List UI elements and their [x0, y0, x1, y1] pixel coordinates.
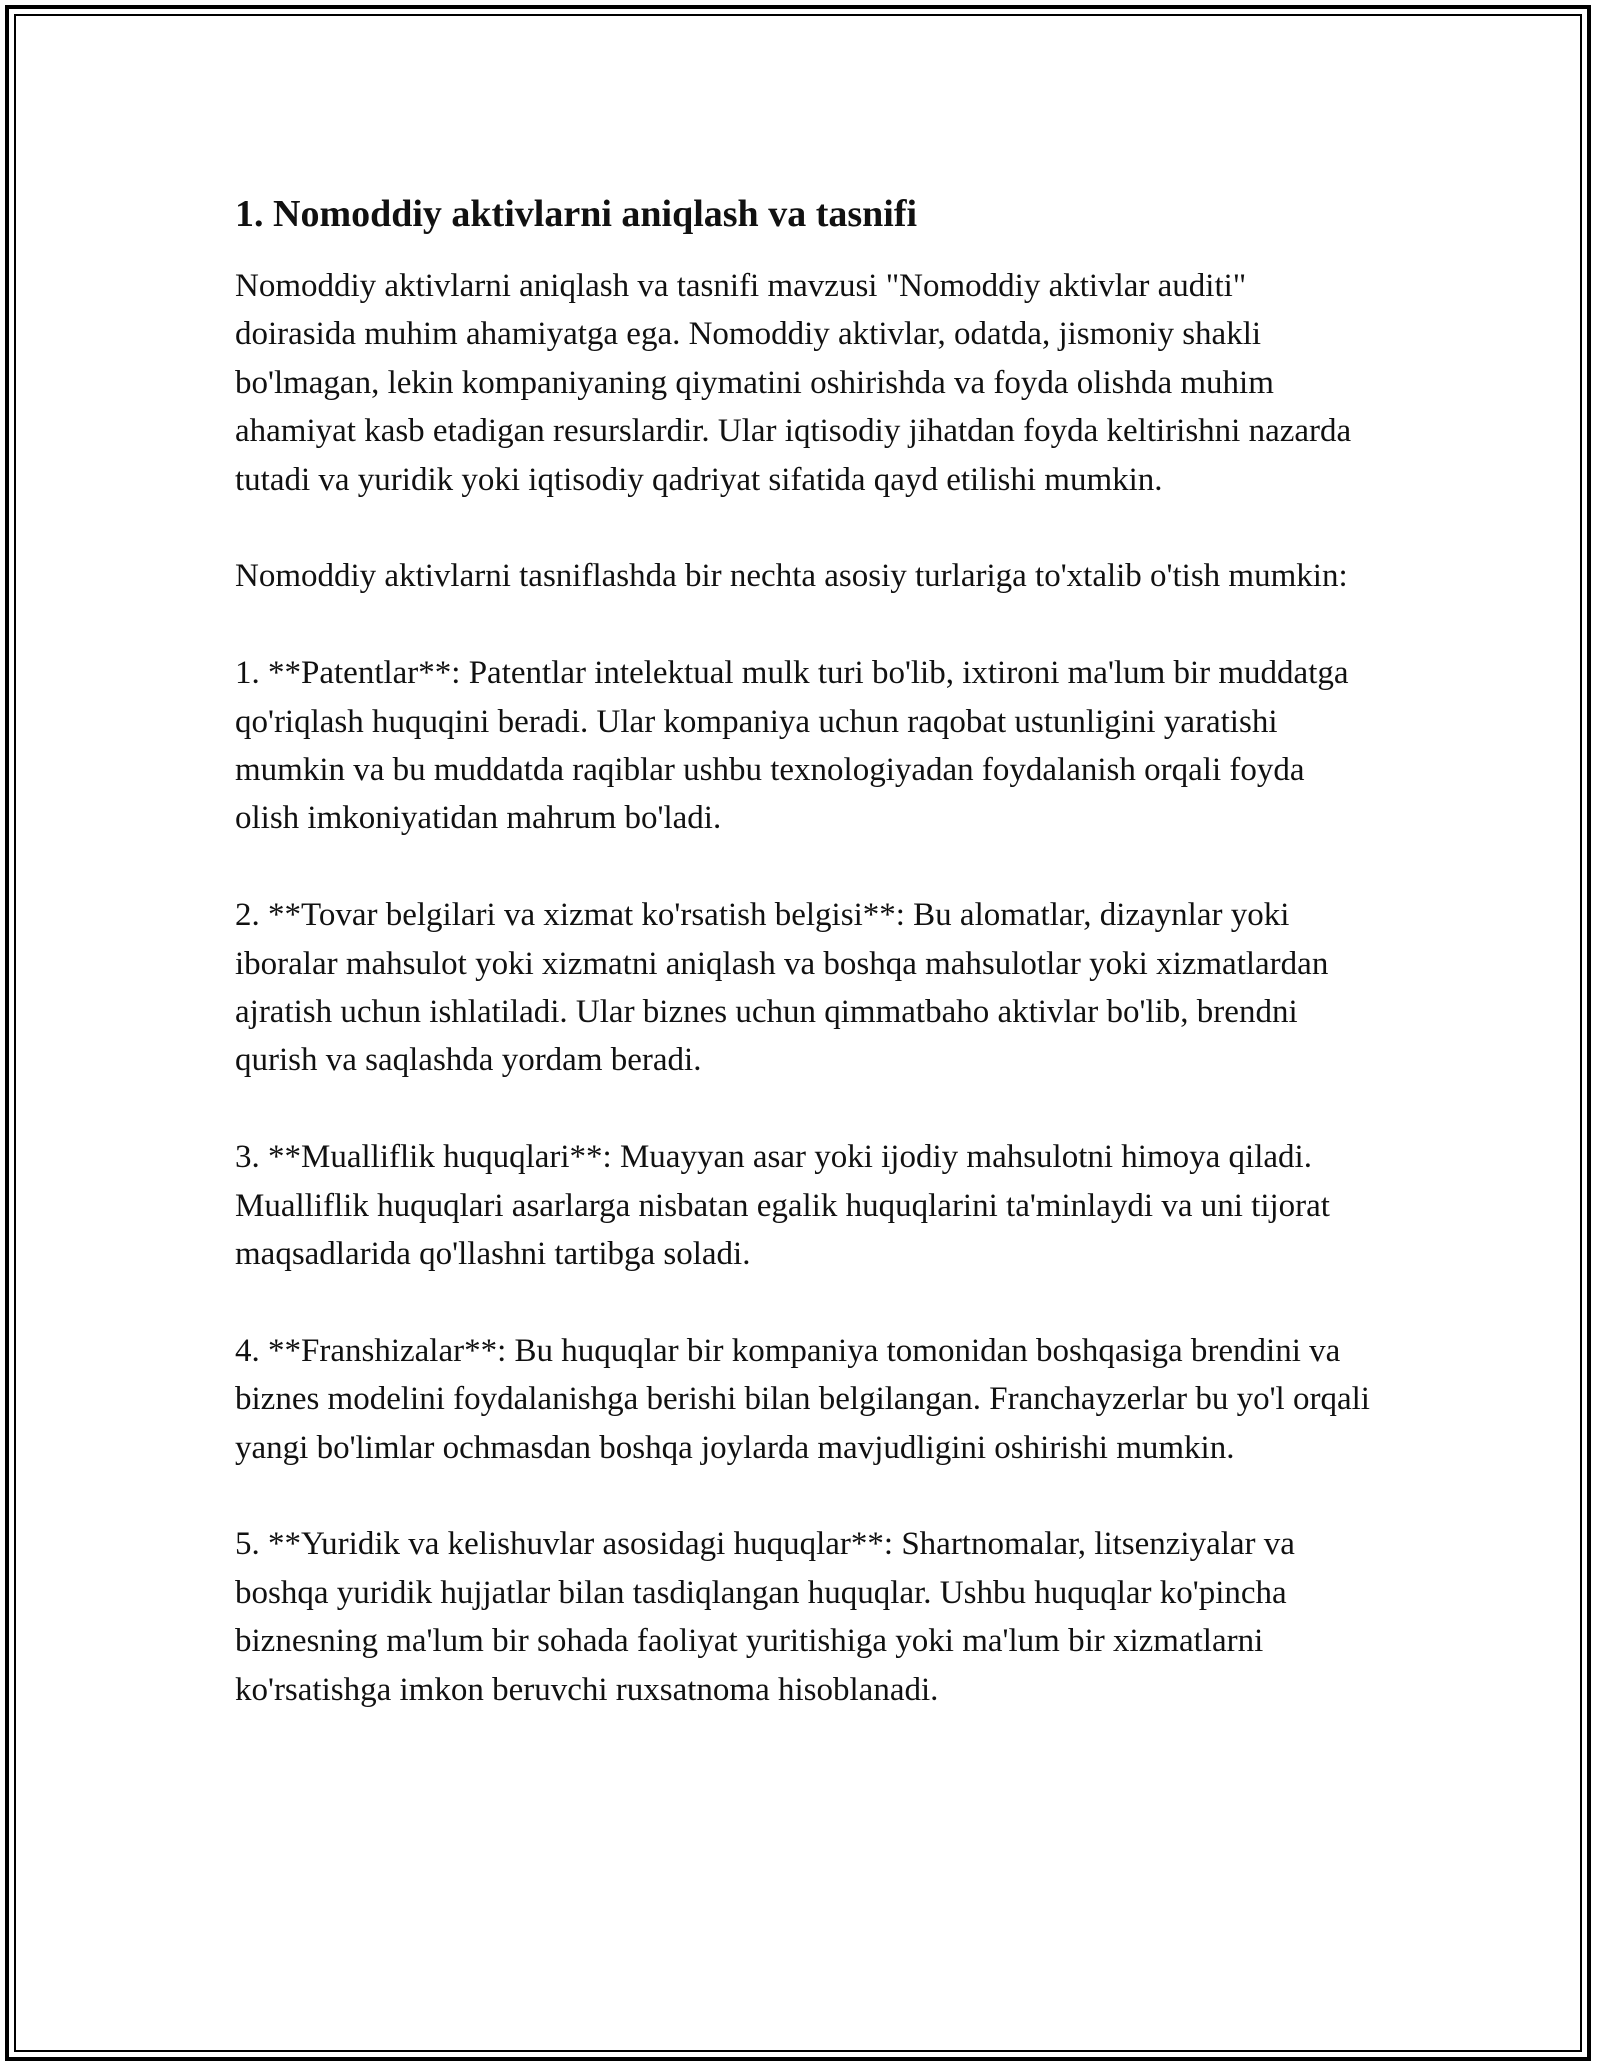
section-title: 1. Nomoddiy aktivlarni aniqlash va tasnifi	[235, 193, 918, 235]
document-body	[235, 186, 1375, 1714]
list-item-legal-rights: 5. **Yuridik va kelishuvlar asosidagi huquqlar**: Shartnomalar, litsenziyalar va boshqa yuridik hujjatlar bilan tasdiqlangan huquqlar. Ushbu huquqlar ko'pincha biznesning ma'lum bir sohada faoliyat yuritishiga yoki ma'lum bir xizmatlarni ko'rsatishga imkon beruvchi ruxsatnoma hisoblanadi.	[235, 1526, 1295, 1708]
intro-paragraph: Nomoddiy aktivlarni aniqlash va tasnifi mavzusi "Nomoddiy aktivlar auditi" doirasida muhim ahamiyatga ega. Nomoddiy aktivlar, odatda, jismoniy shakli bo'lmagan, lekin kompaniyaning qiymatini oshirishda va foyda olishda muhim ahamiyat kasb etadigan resurslardir. Ular iqtisodiy jihatdan foyda keltirishni nazarda tutadi va yuridik yoki iqtisodiy qadriyat sifatida qayd etilishi mumkin.	[235, 268, 1352, 498]
list-item-trademarks: 2. **Tovar belgilari va xizmat ko'rsatish belgisi**: Bu alomatlar, dizaynlar yoki iboralar mahsulot yoki xizmatni aniqlash va boshqa mahsulotlar yoki xizmatlardan ajratish uchun ishlatiladi. Ular biznes uchun qimmatbaho aktivlar bo'lib, brendni qurish va saqlashda yordam beradi.	[235, 897, 1329, 1079]
list-item-patents: 1. **Patentlar**: Patentlar intelektual mulk turi bo'lib, ixtironi ma'lum bir muddatga qo'riqlash huquqini beradi. Ular kompaniya uchun raqobat ustunligini yaratishi mumkin va bu muddatda raqiblar ushbu texnologiyadan foydalanish orqali foyda olish imkoniyatidan mahrum bo'ladi.	[235, 655, 1349, 837]
list-item-copyrights: 3. **Mualliflik huquqlari**: Muayyan asar yoki ijodiy mahsulotni himoya qiladi. Mualliflik huquqlari asarlarga nisbatan egalik huquqlarini ta'minlaydi va uni tijorat maqsadlarida qo'llashni tartibga soladi.	[235, 1139, 1330, 1273]
list-item-franchises: 4. **Franshizalar**: Bu huquqlar bir kompaniya tomonidan boshqasiga brendini va biznes modelini foydalanishga berishi bilan belgilangan. Franchayzerlar bu yo'l orqali yangi bo'limlar ochmasdan boshqa joylarda mavjudligini oshirishi mumkin.	[235, 1332, 1370, 1466]
classification-lead-paragraph: Nomoddiy aktivlarni tasniflashda bir nechta asosiy turlariga to'xtalib o'tish mumkin:	[235, 558, 1348, 595]
